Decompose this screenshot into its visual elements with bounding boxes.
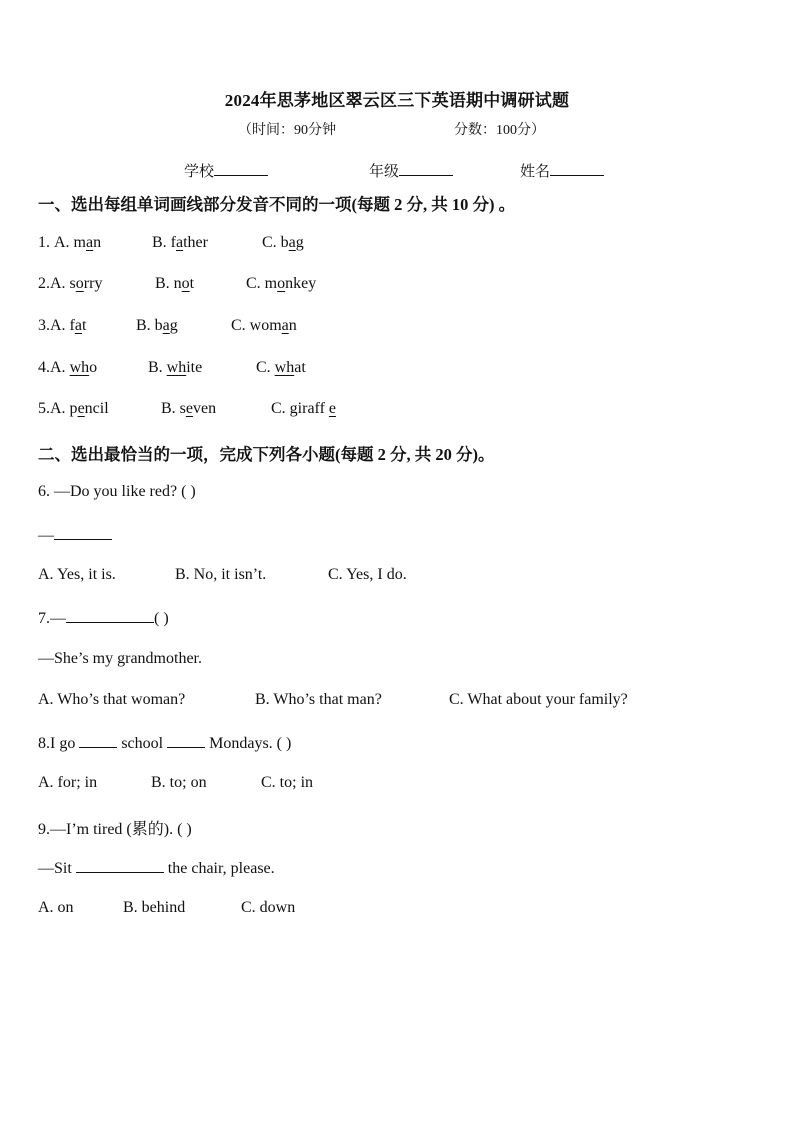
answer-blank[interactable] [66,608,154,623]
option-b[interactable]: B. not [155,275,195,292]
question-8-prompt [38,733,291,753]
option-a[interactable]: A. for; in [38,774,98,791]
question-1 [38,234,304,252]
option-b[interactable]: B. father [152,234,208,251]
question-5 [38,400,336,418]
answer-blank[interactable] [167,733,205,748]
prompt-text: the chair, please. [163,860,275,877]
question-number: 5. [38,400,50,417]
question-9-prompt: 9.—I’m tired (累的). ( ) [38,821,192,838]
option-b[interactable]: B. seven [161,400,217,417]
option-a[interactable]: A. who [50,359,98,376]
option-c[interactable]: C. giraff e [271,400,337,417]
question-number: 7.— [38,610,66,627]
question-number: 4. [38,359,50,376]
school-field [184,160,268,181]
option-a[interactable]: A. man [54,234,102,251]
question-6-answer-line [38,525,112,545]
question-2 [38,275,316,293]
grade-blank[interactable] [399,161,453,176]
option-b[interactable]: B. behind [123,899,186,916]
question-7-options [38,691,628,709]
option-a[interactable]: A. on [38,899,74,916]
option-a[interactable]: A. pencil [50,400,109,417]
prompt-text: Mondays. ( ) [205,735,292,752]
option-c[interactable]: C. what [256,359,306,376]
question-3 [38,317,297,335]
question-6-prompt: 6. —Do you like red? ( ) [38,483,196,500]
page-title: 2024年思茅地区翠云区三下英语期中调研试题 [224,91,570,110]
name-field [520,160,604,181]
section2-heading: 二、选出最恰当的一项，完成下列各小题(每题 2 分, 共 20 分)。 [38,445,495,464]
question-4 [38,359,306,377]
option-b[interactable]: B. to; on [151,774,207,791]
name-label: 姓名 [520,164,551,180]
option-c[interactable]: C. Yes, I do. [328,566,407,583]
option-b[interactable]: B. No, it isn’t. [175,566,267,583]
option-a[interactable]: A. Who’s that woman? [38,691,186,708]
school-blank[interactable] [214,161,268,176]
option-c[interactable]: C. down [241,899,296,916]
question-number: 2. [38,275,50,292]
question-7-prompt [38,608,169,628]
question-9-response [38,858,275,878]
exam-time: （时间：90分钟 [238,123,336,138]
option-b[interactable]: B. white [148,359,203,376]
option-c[interactable]: C. woman [231,317,297,334]
prompt-text: school [117,735,168,752]
answer-paren: ( ) [154,610,169,627]
question-9-options [38,899,295,917]
option-a[interactable]: A. sorry [50,275,103,292]
school-label: 学校 [184,164,215,180]
prompt-text: 8.I go [38,735,80,752]
question-6-options [38,566,407,584]
option-c[interactable]: C. to; in [261,774,314,791]
option-c[interactable]: C. What about your family? [449,691,628,708]
answer-blank[interactable] [79,733,117,748]
question-number: 3. [38,317,50,334]
grade-label: 年级 [369,164,400,180]
name-blank[interactable] [550,161,604,176]
prompt-text: —Sit [38,860,76,877]
option-a[interactable]: A. Yes, it is. [38,566,116,583]
grade-field [369,160,453,181]
option-a[interactable]: A. fat [50,317,87,334]
question-7-response: —She’s my grandmother. [38,650,202,667]
answer-blank[interactable] [54,525,112,540]
option-b[interactable]: B. Who’s that man? [255,691,382,708]
dash: — [38,527,54,544]
option-c[interactable]: C. bag [262,234,304,251]
answer-blank[interactable] [76,858,164,873]
question-8-options [38,774,313,792]
question-number: 1. [38,234,54,251]
option-b[interactable]: B. bag [136,317,178,334]
option-c[interactable]: C. monkey [246,275,317,292]
exam-score: 分数：100分） [454,123,545,138]
section1-heading: 一、选出每组单词画线部分发音不同的一项(每题 2 分, 共 10 分) 。 [38,195,516,214]
